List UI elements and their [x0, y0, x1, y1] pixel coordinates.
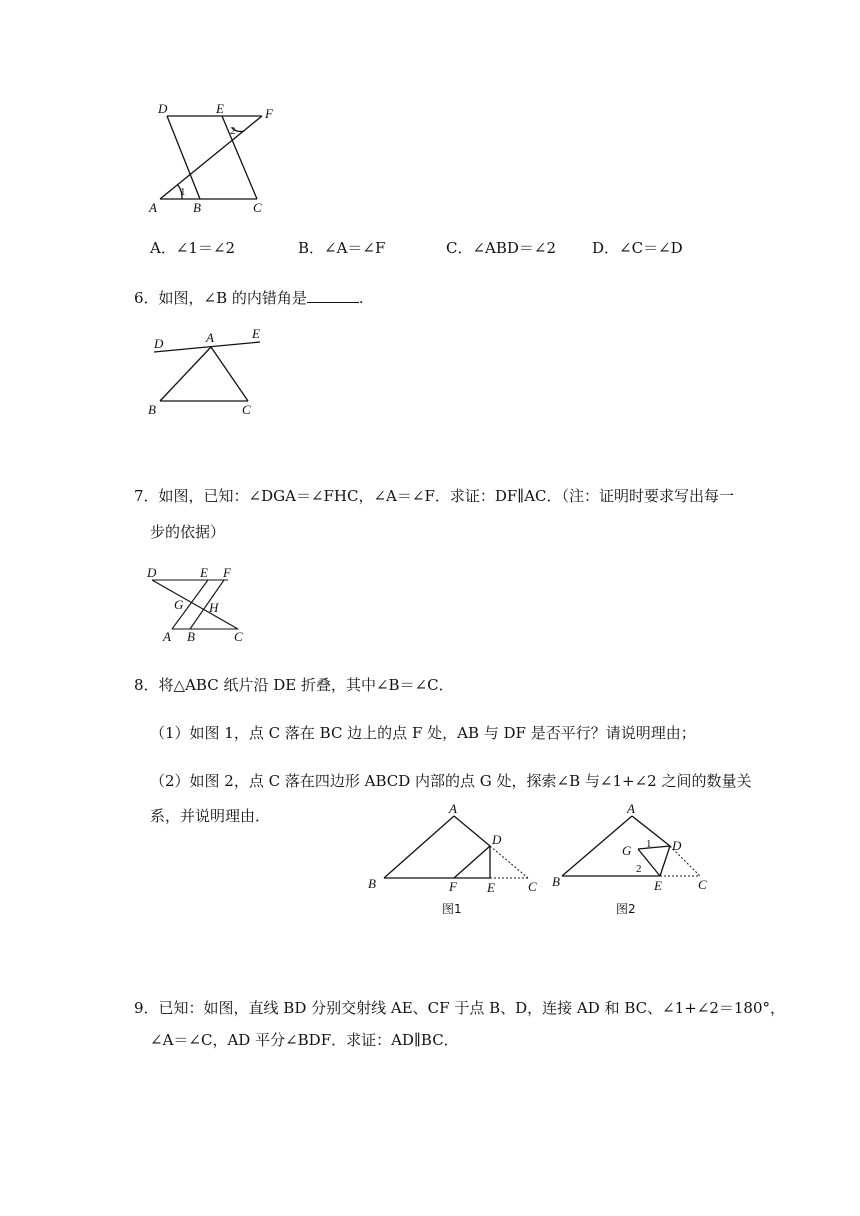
q6-text: 6．如图，∠B 的内错角是 — [134, 289, 307, 307]
q9-line-1: 9．已知：如图，直线 BD 分别交射线 AE、CF 于点 B、D，连接 AD 和 BC、∠1+∠2＝180°， — [134, 999, 786, 1017]
q7-figure — [140, 565, 250, 647]
q8-f2-caption: 图2 — [616, 902, 636, 916]
q7-label-g: G — [174, 597, 184, 612]
q8-figure-2 — [548, 800, 718, 920]
q8-f1-label-a: A — [449, 801, 457, 816]
q5-label-e: E — [216, 101, 224, 116]
q5-option-c: C．∠ABD＝∠2 — [446, 239, 557, 257]
q7-label-d: D — [147, 565, 157, 580]
q8-part-2-line-1: （2）如图 2，点 C 落在四边形 ABCD 内部的点 G 处，探索∠B 与∠1+∠2 之间的数量关 — [150, 772, 752, 790]
q8-f2-label-e: E — [654, 878, 662, 893]
q6-label-d: D — [154, 336, 164, 351]
q6-label-b: B — [148, 402, 156, 417]
q6-label-c: C — [242, 402, 251, 417]
q8-f1-label-b: B — [368, 876, 376, 891]
q8-figure-1 — [362, 800, 547, 920]
q8-f2-label-d: D — [672, 838, 682, 853]
q6-figure — [140, 322, 280, 422]
q5-figure — [140, 98, 290, 223]
q5-label-f: F — [265, 106, 273, 121]
q7-label-b: B — [187, 629, 195, 644]
q5-label-c: C — [253, 200, 262, 215]
q6-label-a: A — [206, 330, 214, 345]
q8-f1-label-f: F — [449, 879, 457, 894]
q5-option-b: B．∠A＝∠F — [298, 239, 386, 257]
q6-answer-blank[interactable] — [307, 288, 359, 303]
q8-f2-label-b: B — [552, 874, 560, 889]
q7-label-e: E — [200, 565, 208, 580]
q8-f1-label-d: D — [492, 832, 502, 847]
q6-question — [134, 288, 364, 308]
q8-part-2-line-2: 系，并说明理由． — [150, 807, 271, 825]
q8-f2-label-g: G — [622, 843, 632, 858]
q7-label-c: C — [234, 629, 243, 644]
q8-part-1: （1）如图 1，点 C 落在 BC 边上的点 F 处，AB 与 DF 是否平行？请说明理由； — [150, 724, 696, 742]
q8-f1-label-e: E — [487, 880, 495, 895]
q7-label-a: A — [163, 629, 171, 644]
q5-label-d: D — [158, 101, 168, 116]
q5-angle-2: 2 — [230, 125, 236, 137]
q5-label-b: B — [193, 200, 201, 215]
q8-f1-label-c: C — [528, 879, 537, 894]
q7-label-f: F — [223, 565, 231, 580]
q9-line-2: ∠A＝∠C，AD 平分∠BDF．求证：AD∥BC． — [150, 1031, 459, 1049]
q8-f2-angle-1: 1 — [646, 838, 652, 850]
q6-label-e: E — [252, 326, 260, 341]
q5-option-d: D．∠C＝∠D — [592, 239, 683, 257]
q8-f2-label-a: A — [627, 801, 635, 816]
q7-line-1: 7．如图，已知：∠DGA＝∠FHC，∠A＝∠F．求证：DF∥AC．（注：证明时要求写出每一 — [134, 487, 735, 505]
q8-f1-caption: 图1 — [442, 902, 462, 916]
q5-label-a: A — [149, 200, 157, 215]
q6-text-end: . — [358, 289, 364, 307]
q5-angle-1: 1 — [180, 186, 186, 198]
q8-f2-label-c: C — [698, 877, 707, 892]
q5-option-a: A．∠1＝∠2 — [150, 239, 236, 257]
q8-f2-angle-2: 2 — [636, 863, 642, 875]
q8-line-1: 8．将△ABC 纸片沿 DE 折叠，其中∠B＝∠C． — [134, 676, 454, 694]
q7-line-2: 步的依据） — [150, 523, 226, 541]
q7-label-h: H — [209, 600, 219, 615]
